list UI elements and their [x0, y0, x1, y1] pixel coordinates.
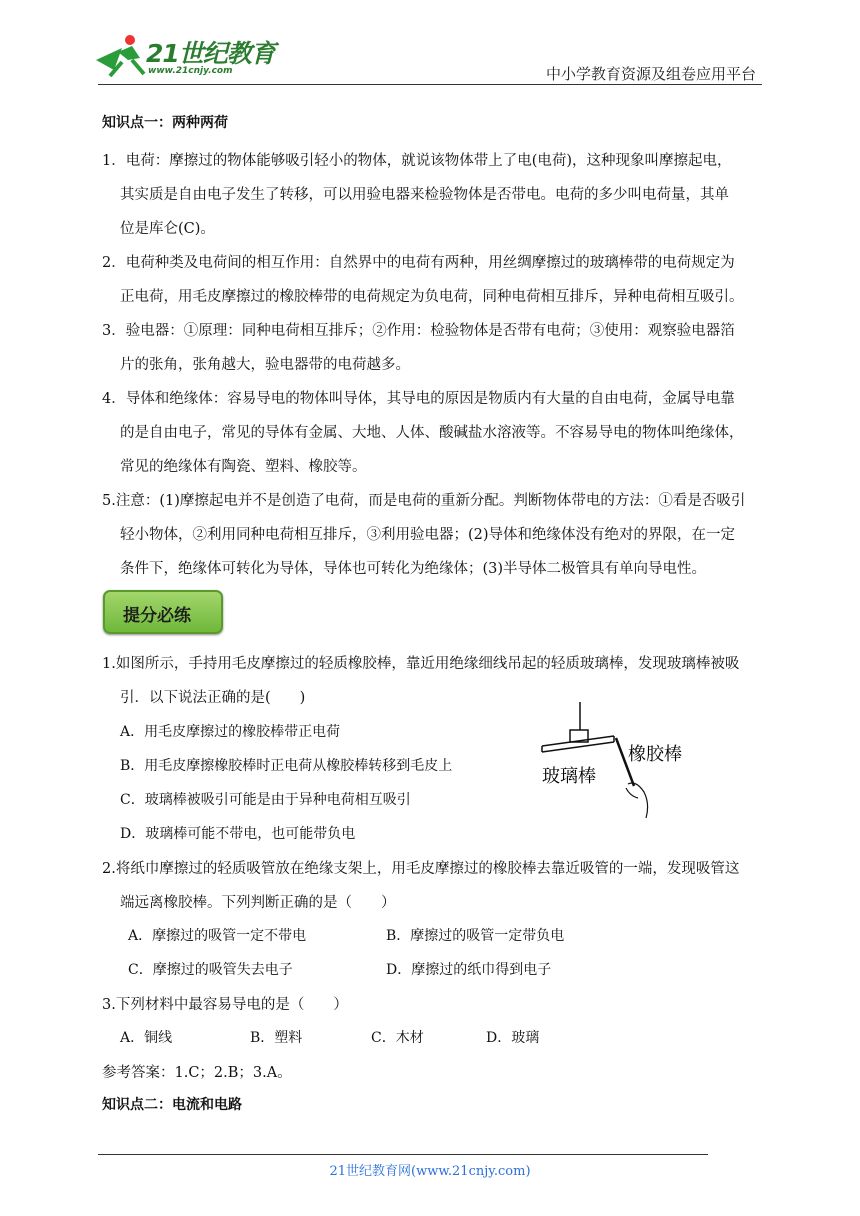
question-1-stem-cont: 引．以下说法正确的是( ): [120, 690, 306, 706]
glass-rod-label: 玻璃棒: [542, 766, 596, 787]
knowledge-line: 1．电荷：摩擦过的物体能够吸引轻小的物体，就说该物体带上了电(电荷)，这种现象叫摩擦起电，: [102, 153, 732, 169]
logo-url: www.21cnjy.com: [148, 66, 233, 76]
q2-option-b: B．摩擦过的吸管一定带负电: [386, 928, 565, 944]
knowledge-line: 3．验电器：①原理：同种电荷相互排斥；②作用：检验物体是否带有电荷；③使用：观察验电器箔: [102, 323, 735, 339]
knowledge-line: 2．电荷种类及电荷间的相互作用：自然界中的电荷有两种，用丝绸摩擦过的玻璃棒带的电荷规定为: [102, 255, 735, 271]
knowledge-line: 4．导体和绝缘体：容易导电的物体叫导体，其导电的原因是物质内有大量的自由电荷，金属导电靠: [102, 391, 735, 407]
q2-option-c: C．摩擦过的吸管失去电子: [128, 962, 293, 978]
platform-title: 中小学教育资源及组卷应用平台: [545, 65, 756, 83]
knowledge-line: 片的张角，张角越大，验电器带的电荷越多。: [120, 357, 410, 373]
section-title: 知识点一：两种两荷: [102, 115, 228, 131]
q3-option-a: A．铜线: [120, 1030, 173, 1046]
question-3-stem: 3.下列材料中最容易导电的是（ ）: [102, 997, 348, 1013]
rubber-rod-label: 橡胶棒: [628, 744, 682, 765]
badge-label: 提分必练: [123, 606, 191, 626]
knowledge-item: [102, 484, 762, 586]
knowledge-line: 5.注意：(1)摩擦起电并不是创造了电荷，而是电荷的重新分配。判断物体带电的方法：①看是否吸引: [102, 493, 746, 509]
footer-divider: [98, 1154, 708, 1155]
rod-diagram: [540, 700, 700, 825]
question-2-stem: 2.将纸巾摩擦过的轻质吸管放在绝缘支架上，用毛皮摩擦过的橡胶棒去靠近吸管的一端，发现吸管这: [102, 861, 740, 877]
knowledge-line: 其实质是自由电子发生了转移，可以用验电器来检验物体是否带电。电荷的多少叫电荷量，其单: [120, 187, 729, 203]
knowledge-item: [102, 314, 762, 382]
q3-option-c: C．木材: [371, 1030, 424, 1046]
q3-option-b: B．塑料: [250, 1030, 303, 1046]
question-1-stem: 1.如图所示，手持用毛皮摩擦过的轻质橡胶棒，靠近用绝缘细线吊起的轻质玻璃棒，发现玻璃棒被吸: [102, 656, 740, 672]
knowledge-line: 的是自由电子，常见的导体有金属、大地、人体、酸碱盐水溶液等。不容易导电的物体叫绝缘体，: [120, 425, 744, 441]
section-2-title: 知识点二：电流和电路: [102, 1097, 242, 1113]
header-divider: [98, 84, 762, 85]
knowledge-item: [102, 246, 762, 314]
knowledge-line: 常见的绝缘体有陶瓷、塑料、橡胶等。: [120, 459, 367, 475]
q1-option-c: C．玻璃棒被吸引可能是由于异种电荷相互吸引: [120, 792, 411, 808]
knowledge-line: 条件下，绝缘体可转化为导体，导体也可转化为绝缘体；(3)半导体二极管具有单向导电性。: [120, 561, 707, 577]
knowledge-line: 正电荷，用毛皮摩擦过的橡胶棒带的电荷规定为负电荷，同种电荷相互排斥，异种电荷相互吸引。: [120, 289, 744, 305]
q1-option-d: D．玻璃棒可能不带电，也可能带负电: [120, 826, 356, 842]
q1-option-b: B．用毛皮摩擦橡胶棒时正电荷从橡胶棒转移到毛皮上: [120, 758, 453, 774]
q1-option-a: A．用毛皮摩擦过的橡胶棒带正电荷: [120, 724, 341, 740]
q2-option-d: D．摩擦过的纸巾得到电子: [386, 962, 552, 978]
practice-badge: [103, 590, 223, 634]
page-header: [0, 0, 860, 90]
knowledge-line: 位是库仑(C)。: [120, 221, 215, 237]
knowledge-line: 轻小物体，②利用同种电荷相互排斥，③利用验电器；(2)导体和绝缘体没有绝对的界限，在一定: [120, 527, 736, 543]
q2-option-a: A．摩擦过的吸管一定不带电: [128, 928, 307, 944]
knowledge-item: [102, 382, 762, 484]
knowledge-item: [102, 144, 762, 246]
question-2-stem-cont: 端远离橡胶棒。下列判断正确的是（ ）: [120, 895, 396, 911]
footer-link[interactable]: 21世纪教育网(www.21cnjy.com): [329, 1164, 531, 1179]
q3-option-d: D．玻璃: [486, 1030, 540, 1046]
logo-text: 21世纪教育: [146, 39, 275, 68]
answer-key: 参考答案：1.C；2.B；3.A。: [102, 1065, 292, 1081]
